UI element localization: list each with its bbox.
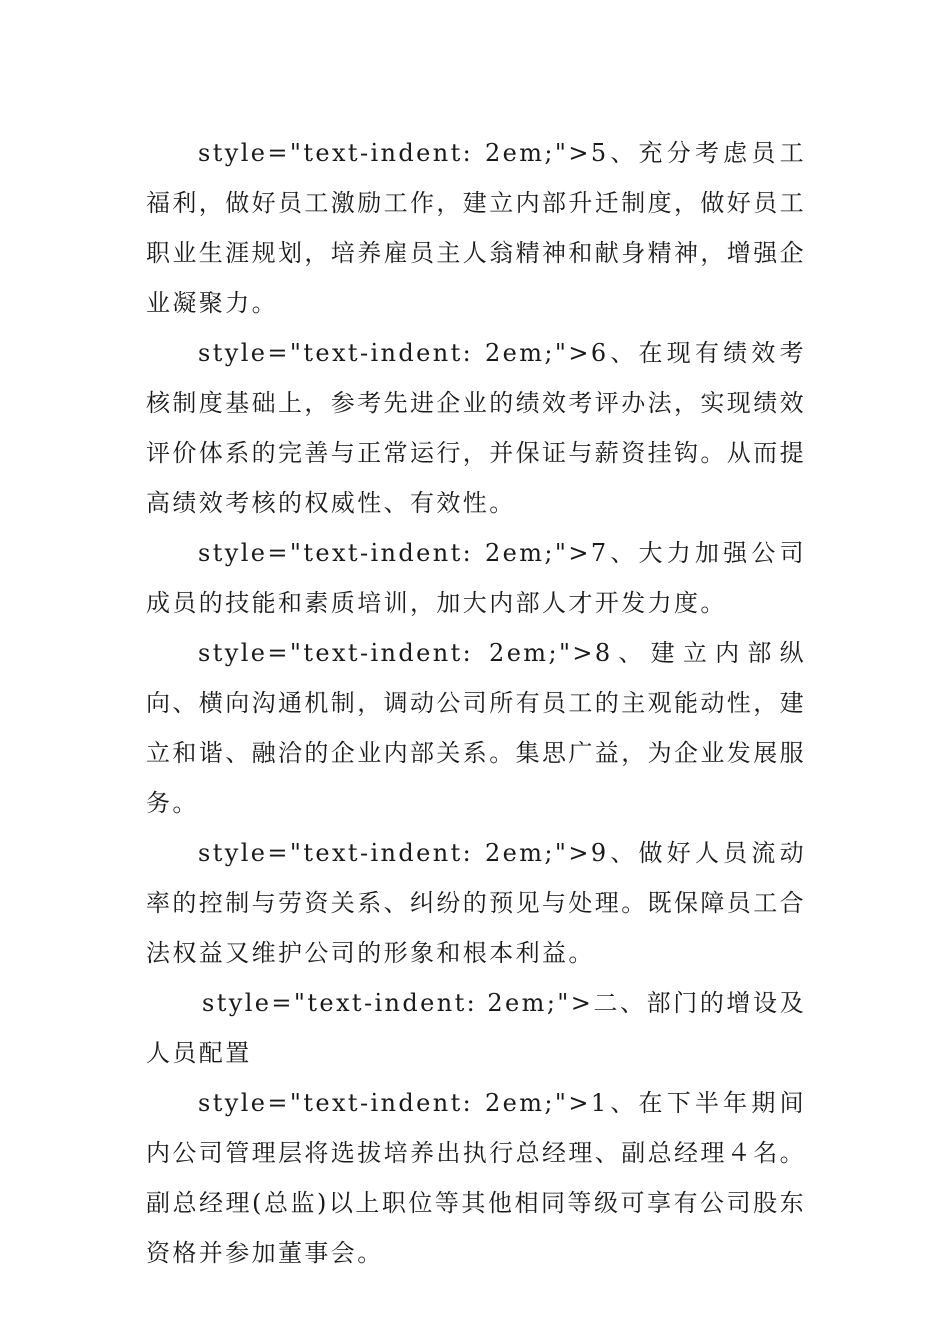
- paragraph-item-5: style="text-indent: 2em;">5、充分考虑员工福利，做好员工激励工作，建立内部升迁制度，做好员工职业生涯规划，培养雇员主人翁精神和献身精神，增强企业凝聚力。: [146, 139, 806, 317]
- paragraph-item-7: style="text-indent: 2em;">7、大力加强公司成员的技能和素质培训，加大内部人才开发力度。: [146, 539, 806, 617]
- paragraph-item-6: style="text-indent: 2em;">6、在现有绩效考核制度基础上，参考先进企业的绩效考评办法，实现绩效评价体系的完善与正常运行，并保证与薪资挂钩。从而提高绩效考核的权威性、有效性。: [146, 339, 806, 517]
- section-heading-2: style="text-indent: 2em;">二、部门的增设及人员配置: [146, 989, 806, 1067]
- paragraph-item-9: style="text-indent: 2em;">9、做好人员流动率的控制与劳资关系、纠纷的预见与处理。既保障员工合法权益又维护公司的形象和根本利益。: [146, 839, 806, 967]
- paragraph-item-1: style="text-indent: 2em;">1、在下半年期间内公司管理层将选拔培养出执行总经理、副总经理４名。副总经理(总监)以上职位等其他相同等级可享有公司股东资格并参加董事会。: [146, 1089, 806, 1267]
- paragraph-item-8: style="text-indent: 2em;">8、建立内部纵向、横向沟通机制，调动公司所有员工的主观能动性，建立和谐、融洽的企业内部关系。集思广益，为企业发展服务。: [146, 639, 806, 817]
- document-body: [146, 128, 806, 1278]
